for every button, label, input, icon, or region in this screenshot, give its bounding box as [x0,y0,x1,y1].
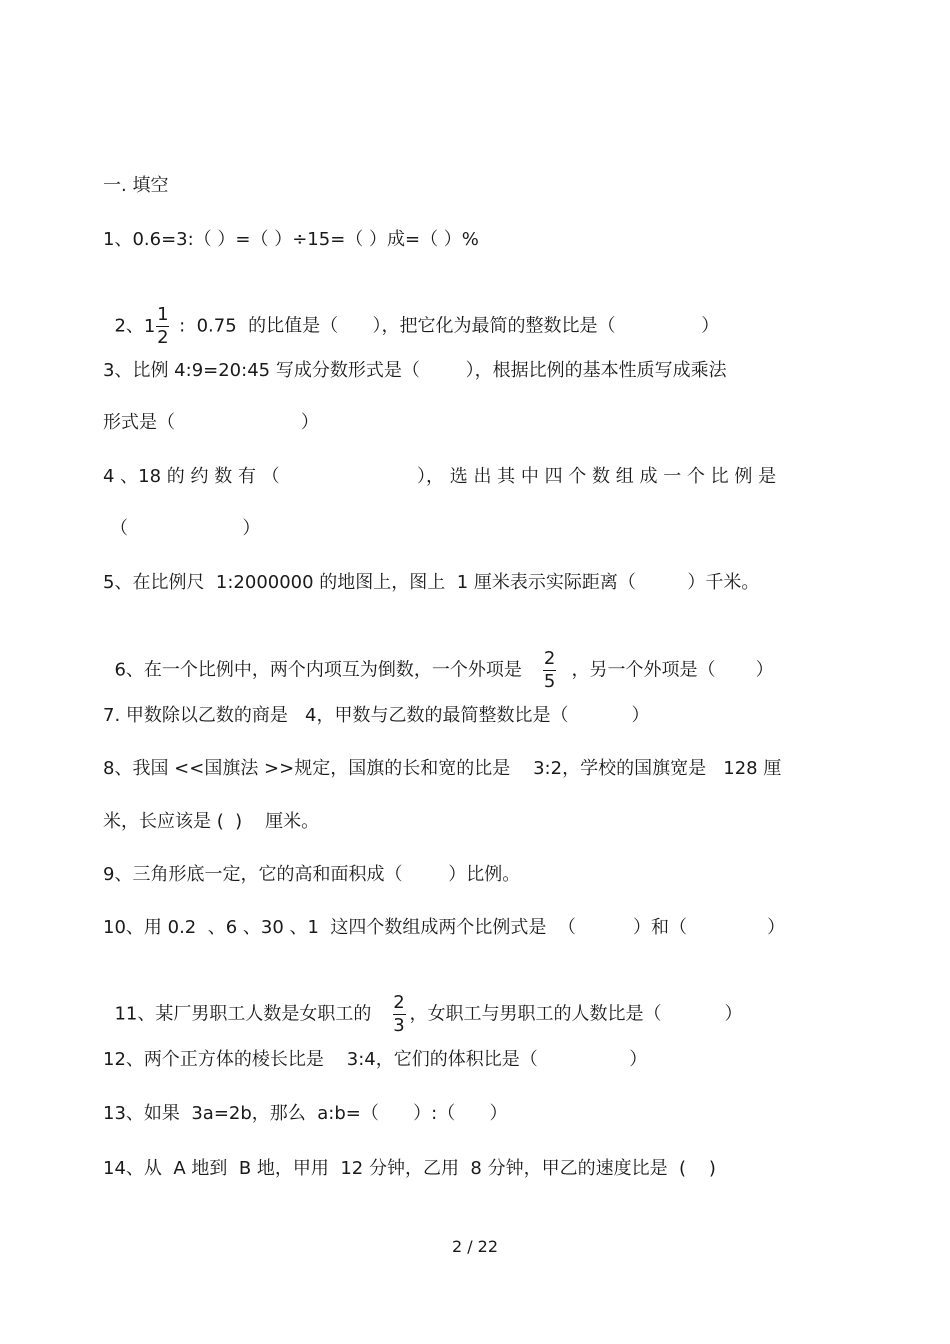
fraction-denominator: 5 [543,671,556,692]
question-5: 5、在比例尺 1:2000000 的地图上，图上 1 厘米表示实际距离（ ）千米。 [103,572,760,593]
question-4-line-2: （ ） [110,518,261,539]
question-2 [103,283,719,348]
question-11-prefix: 11、某厂男职工人数是女职工的 [114,1003,389,1025]
question-7: 7. 甲数除以乙数的商是 4，甲数与乙数的最简整数比是（ ） [103,705,650,726]
fraction-numerator: 1 [157,304,169,325]
question-3-line-2: 形式是（ ） [103,412,319,433]
fraction-numerator: 2 [393,992,405,1013]
question-2-text: : 0.75 的比值是（ ），把它化为最简的整数比是（ ） [173,315,720,337]
question-4-line-1: 4 、18 的 约 数 有 （ ）， 选 出 其 中 四 个 数 组 成 一 个 比 例 是 [103,466,777,487]
page-number: 2 / 22 [451,1237,499,1256]
question-6-suffix: ，另一个外项是（ ） [560,659,774,681]
question-8-line-1: 8、我国 <<国旗法 >>规定，国旗的长和宽的比是 3:2，学校的国旗宽是 128 厘 [103,758,782,779]
question-13: 13、如果 3a=2b，那么 a:b=（ ）:（ ） [103,1103,508,1124]
question-14: 14、从 A 地到 B 地，甲用 12 分钟，乙用 8 分钟，甲乙的速度比是 ( ) [103,1158,716,1179]
question-9: 9、三角形底一定，它的高和面积成（ ）比例。 [103,864,521,885]
fraction [393,993,406,1036]
question-1: 1、0.6=3:（ ）=（ ）÷15=（ ）成=（ ）% [103,229,479,250]
question-6-prefix: 6、在一个比例中，两个内项互为倒数，一个外项是 [114,659,540,681]
fraction [543,649,556,692]
question-3-line-1: 3、比例 4:9=20:45 写成分数形式是（ ），根据比例的基本性质写成乘法 [103,360,727,381]
question-10: 10、用 0.2 、6 、30 、1 这四个数组成两个比例式是 （ ）和（ ） [103,917,786,938]
question-8-line-2: 米，长应该是 ( ) 厘米。 [103,811,320,832]
question-11-suffix: ，女职工与男职工的人数比是（ ） [409,1003,743,1025]
question-6 [103,627,774,692]
question-2-prefix: 2、 [114,315,144,337]
fraction-denominator: 2 [157,327,169,348]
fraction-numerator: 2 [543,648,556,669]
mixed-number [144,305,173,348]
question-12: 12、两个正方体的棱长比是 3:4，它们的体积比是（ ） [103,1049,648,1070]
fraction-denominator: 3 [393,1015,405,1036]
question-11 [103,971,742,1036]
mixed-number-whole: 1 [143,315,156,337]
section-title: 一. 填空 [103,175,169,196]
